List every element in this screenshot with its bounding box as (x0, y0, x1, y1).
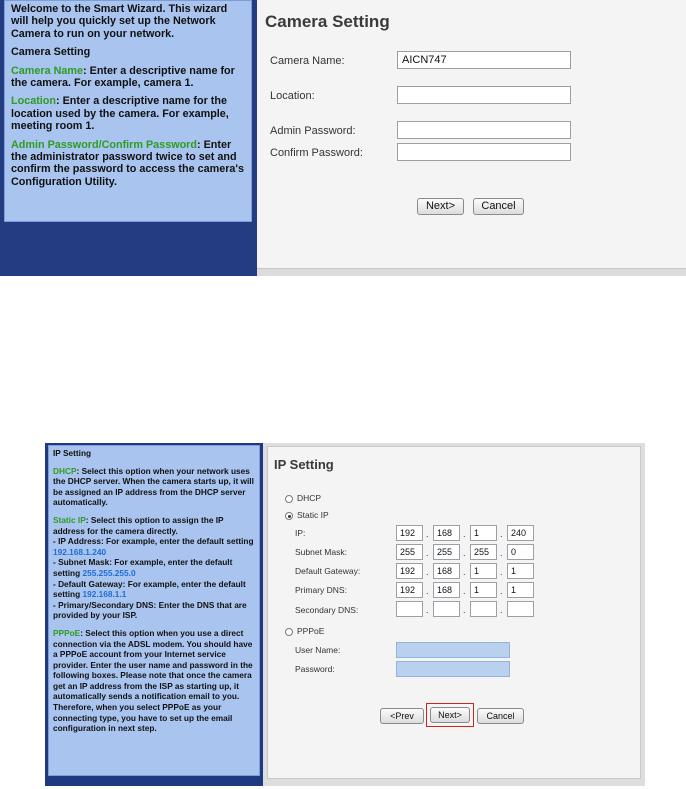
confirm-password-input[interactable] (397, 143, 571, 161)
help-section-title: Camera Setting (11, 46, 91, 59)
page-title: IP Setting (274, 457, 334, 472)
primary-dns-octet-3[interactable]: 1 (470, 582, 497, 598)
help-desc-camera-name: : Enter a descriptive name for the camera. For example, camera 1. (11, 64, 235, 90)
octet-separator: . (426, 529, 429, 539)
help-gateway-example-value: 192.168.1.1 (82, 589, 127, 600)
static-ip-radio[interactable] (285, 512, 293, 520)
octet-separator: . (463, 567, 466, 577)
help-location (11, 95, 245, 132)
help-gateway-example: - Default Gateway: For example, enter the default setting (53, 578, 246, 600)
secondary-dns-octet-1[interactable] (396, 601, 423, 617)
gateway-octet-2[interactable]: 168 (433, 563, 460, 579)
help-mask-example-value: 255.255.255.0 (82, 567, 136, 578)
help-term-pppoe: PPPoE (53, 627, 81, 638)
octet-separator: . (426, 586, 429, 596)
help-mask-example: - Subnet Mask: For example, enter the default setting (53, 557, 233, 578)
ip-octet-2[interactable]: 168 (433, 525, 460, 541)
cancel-button[interactable]: Cancel (473, 198, 524, 215)
help-static-ip (53, 515, 255, 621)
password-input[interactable] (396, 661, 510, 677)
ip-octet-4[interactable]: 240 (507, 525, 534, 541)
octet-separator: . (426, 605, 429, 615)
admin-password-input[interactable] (397, 121, 571, 139)
ip-octet-1[interactable]: 192 (396, 525, 423, 541)
confirm-password-label: Confirm Password: (270, 147, 363, 159)
octet-separator: . (426, 567, 429, 577)
admin-password-label: Admin Password: (270, 125, 356, 137)
help-sidebar (0, 0, 257, 276)
help-desc-pppoe: : Select this option when you use a direct connection via the ADSL modem. You should have a PPPoE account from your Internet service provider. Enter the user name and password in the following boxes. Please note that once the camera get an IP address from the ISP as starting up, it automatically sends a notification email to you. Therefore, when you select PPPoE as your connecting type, you have to set up the email configuration in next step. (53, 627, 253, 734)
ip-setting-form (267, 446, 641, 779)
subnet-octet-3[interactable]: 255 (470, 544, 497, 560)
primary-dns-label: Primary DNS: (295, 585, 347, 595)
camera-name-input[interactable]: AICN747 (397, 51, 571, 69)
help-term-static-ip: Static IP (53, 514, 86, 525)
octet-separator: . (463, 605, 466, 615)
help-panel (48, 445, 260, 776)
pppoe-label: PPPoE (297, 626, 325, 636)
octet-separator: . (500, 605, 503, 615)
primary-dns-octet-4[interactable]: 1 (507, 582, 534, 598)
help-term-dhcp: DHCP (53, 465, 77, 476)
cancel-button[interactable]: Cancel (477, 708, 524, 724)
help-desc-static-ip: : Select this option to assign the IP address for the camera directly. (53, 514, 224, 536)
static-ip-label: Static IP (297, 510, 329, 520)
subnet-octet-4[interactable]: 0 (507, 544, 534, 560)
camera-setting-form (257, 0, 686, 269)
help-panel (4, 0, 252, 222)
help-dns-example: - Primary/Secondary DNS: Enter the DNS that are provided by your ISP. (53, 599, 247, 621)
help-section-title: IP Setting (53, 448, 92, 458)
prev-button[interactable]: <Prev (380, 708, 424, 724)
page-title: Camera Setting (265, 12, 390, 31)
user-name-label: User Name: (295, 645, 341, 655)
secondary-dns-octet-2[interactable] (433, 601, 460, 617)
octet-separator: . (463, 529, 466, 539)
help-admin-password (11, 139, 245, 189)
location-input[interactable] (397, 86, 571, 104)
help-intro: Welcome to the Smart Wizard. This wizard will help you quickly set up the Network Camera to run on your network. (11, 3, 228, 40)
octet-separator: . (463, 586, 466, 596)
ip-setting-form-frame (263, 443, 645, 786)
secondary-dns-octet-4[interactable] (507, 601, 534, 617)
pppoe-radio[interactable] (285, 628, 293, 636)
default-gateway-label: Default Gateway: (295, 566, 361, 576)
octet-separator: . (500, 548, 503, 558)
primary-dns-octet-2[interactable]: 168 (433, 582, 460, 598)
ip-octet-3[interactable]: 1 (470, 525, 497, 541)
next-button[interactable]: Next> (430, 707, 470, 723)
octet-separator: . (463, 548, 466, 558)
help-term-camera-name: Camera Name (11, 64, 84, 77)
gateway-octet-3[interactable]: 1 (470, 563, 497, 579)
help-camera-name (11, 65, 245, 90)
password-label: Password: (295, 664, 335, 674)
ip-setting-window (45, 443, 645, 786)
secondary-dns-octet-3[interactable] (470, 601, 497, 617)
camera-name-label: Camera Name: (270, 55, 345, 67)
dhcp-radio[interactable] (285, 495, 293, 503)
gateway-octet-4[interactable]: 1 (507, 563, 534, 579)
octet-separator: . (500, 529, 503, 539)
help-desc-admin-password: : Enter the administrator password twice to set and confirm the password to access the camera's Configuration Utility. (11, 138, 244, 188)
help-term-admin-password: Admin Password/Confirm Password (11, 138, 197, 151)
secondary-dns-label: Secondary DNS: (295, 605, 359, 615)
octet-separator: . (500, 586, 503, 596)
user-name-input[interactable] (396, 642, 510, 658)
dhcp-label: DHCP (297, 493, 322, 503)
help-ip-example: - IP Address: For example, enter the default setting (53, 536, 254, 547)
next-button[interactable]: Next> (417, 198, 464, 215)
help-ip-example-value: 192.168.1.240 (53, 546, 107, 557)
help-pppoe (53, 628, 255, 734)
primary-dns-octet-1[interactable]: 192 (396, 582, 423, 598)
location-label: Location: (270, 90, 315, 102)
gateway-octet-1[interactable]: 192 (396, 563, 423, 579)
help-desc-dhcp: : Select this option when your network uses the DHCP server. When the camera starts up, it will be assigned an IP address from the DHCP server automatically. (53, 465, 254, 508)
octet-separator: . (500, 567, 503, 577)
subnet-octet-1[interactable]: 255 (396, 544, 423, 560)
help-dhcp (53, 466, 255, 508)
camera-setting-window (0, 0, 686, 276)
ip-label: IP: (295, 528, 306, 538)
subnet-octet-2[interactable]: 255 (433, 544, 460, 560)
help-term-location: Location (11, 95, 56, 108)
subnet-mask-label: Subnet Mask: (295, 547, 347, 557)
octet-separator: . (426, 548, 429, 558)
help-desc-location: : Enter a descriptive name for the location used by the camera. For example, meeting room 1. (11, 95, 229, 133)
